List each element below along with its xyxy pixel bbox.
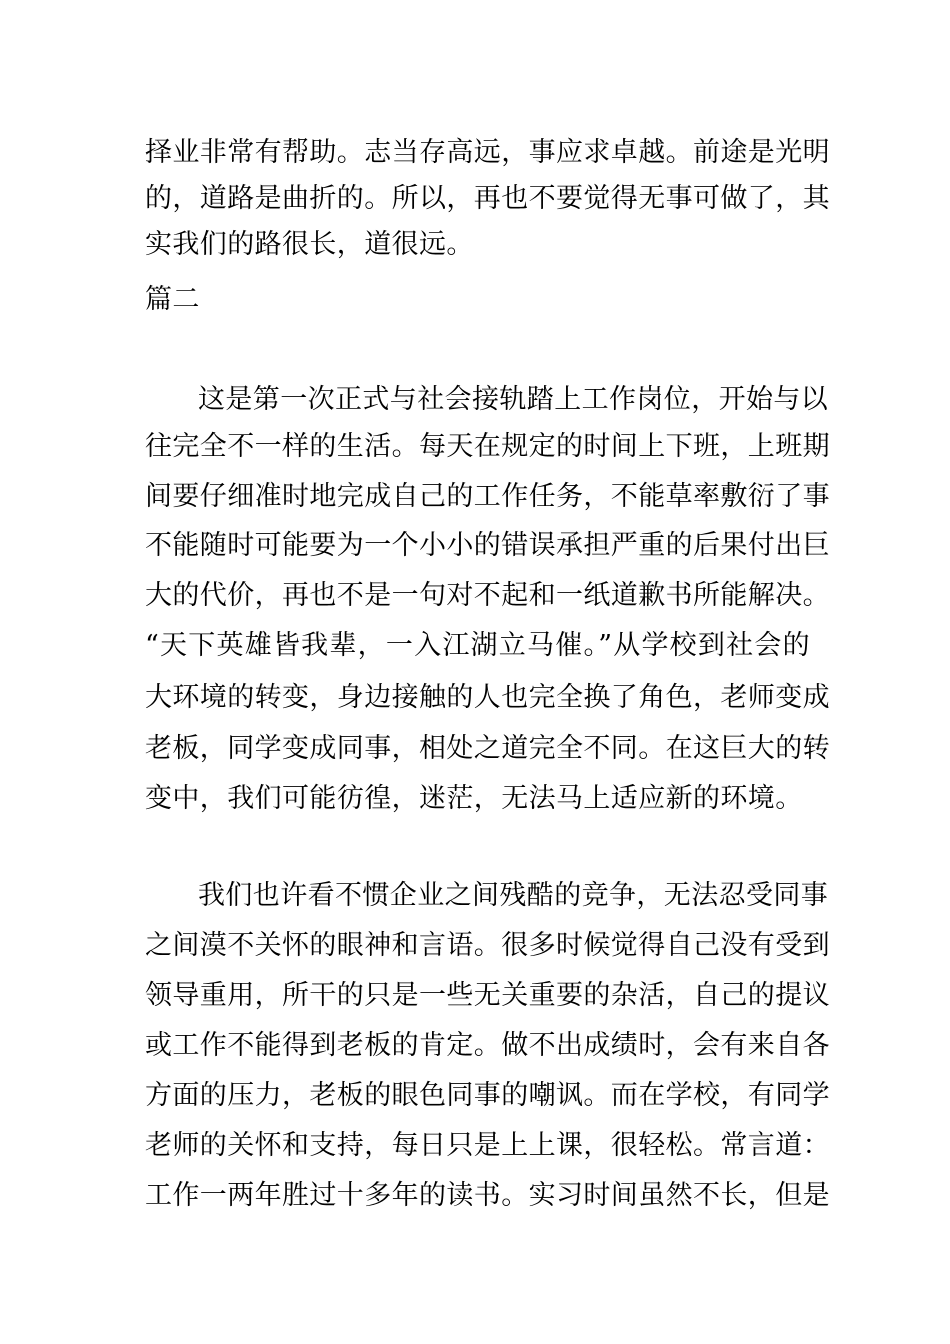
paragraph-2-line-3: 间要仔细准时地完成自己的工作任务，不能草率敷衍了事	[145, 481, 830, 512]
paragraph-3-line-2: 之间漠不关怀的眼神和言语。很多时候觉得自己没有受到	[145, 930, 830, 961]
paragraph-2-line-8: 老板，同学变成同事，相处之道完全不同。在这巨大的转	[145, 733, 830, 764]
paragraph-1-line-3: 实我们的路很长，道很远。	[145, 229, 474, 260]
paragraph-2-line-6: “天下英雄皆我辈，一入江湖立马催。”从学校到社会的	[145, 630, 810, 661]
paragraph-1-line-2: 的，道路是曲折的。所以，再也不要觉得无事可做了，其	[145, 183, 830, 214]
paragraph-3-line-5: 方面的压力，老板的眼色同事的嘲讽。而在学校，有同学	[145, 1080, 830, 1111]
paragraph-2-line-1: 这是第一次正式与社会接轨踏上工作岗位，开始与以	[198, 384, 829, 415]
paragraph-3-line-1: 我们也许看不惯企业之间残酷的竞争，无法忍受同事	[198, 880, 829, 911]
paragraph-3-line-4: 或工作不能得到老板的肯定。做不出成绩时，会有来自各	[145, 1030, 830, 1061]
paragraph-2-line-2: 往完全不一样的生活。每天在规定的时间上下班，上班期	[145, 431, 830, 462]
paragraph-3-line-7: 工作一两年胜过十多年的读书。实习时间虽然不长，但是	[145, 1180, 830, 1211]
paragraph-3-line-3: 领导重用，所干的只是一些无关重要的杂活，自己的提议	[145, 980, 830, 1011]
section-heading: 篇二	[145, 284, 200, 315]
paragraph-2-line-4: 不能随时可能要为一个小小的错误承担严重的后果付出巨	[145, 530, 830, 561]
paragraph-2-line-9: 变中，我们可能彷徨，迷茫，无法马上适应新的环境。	[145, 783, 803, 814]
paragraph-2-line-7: 大环境的转变，身边接触的人也完全换了角色，老师变成	[145, 682, 830, 713]
paragraph-1-line-1: 择业非常有帮助。志当存高远，事应求卓越。前途是光明	[145, 137, 830, 168]
paragraph-2-line-5: 大的代价，再也不是一句对不起和一纸道歉书所能解决。	[145, 580, 830, 611]
paragraph-3-line-6: 老师的关怀和支持，每日只是上上课，很轻松。常言道：	[145, 1130, 830, 1161]
